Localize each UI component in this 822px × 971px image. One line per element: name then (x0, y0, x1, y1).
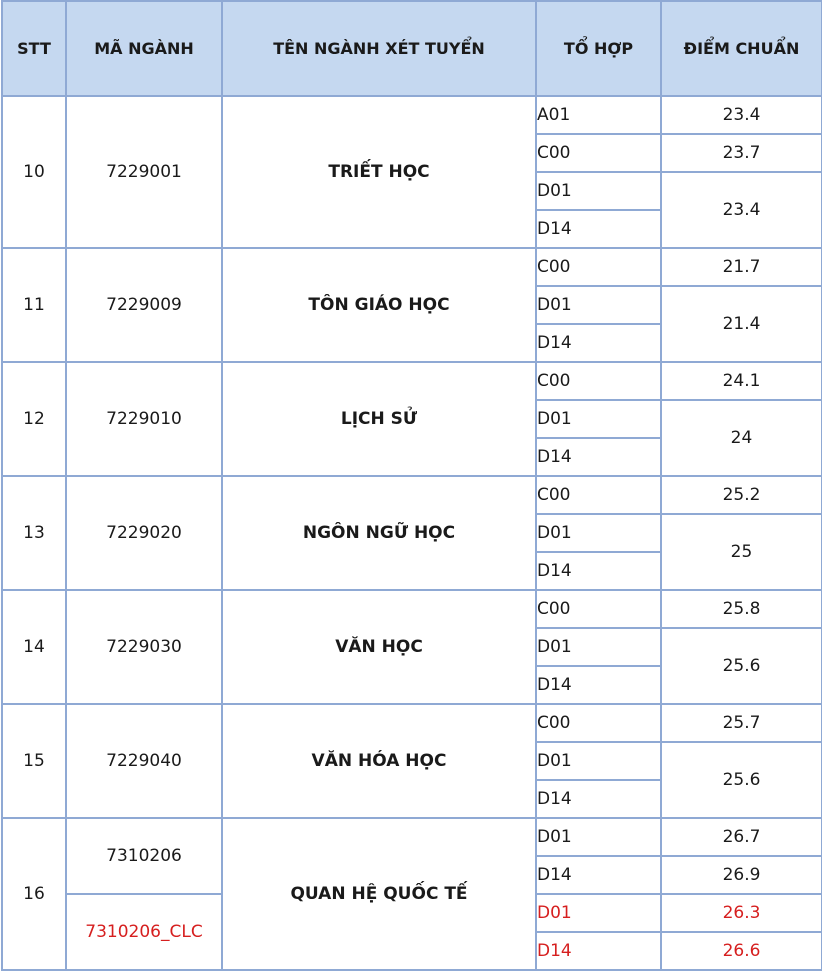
stt-cell: 12 (2, 362, 66, 476)
major-name-cell: VĂN HỌC (222, 590, 536, 704)
major-name-cell: NGÔN NGỮ HỌC (222, 476, 536, 590)
header-combo: TỔ HỢP (536, 1, 661, 96)
score-cell: 25.6 (661, 628, 822, 704)
major-code-cell: 7229009 (66, 248, 222, 362)
admission-score-table (1, 0, 822, 971)
header-stt: STT (2, 1, 66, 96)
combo-cell: C00 (536, 248, 661, 286)
score-cell: 24 (661, 400, 822, 476)
combo-cell: D14 (536, 210, 661, 248)
score-cell: 23.7 (661, 134, 822, 172)
combo-cell: D14 (536, 324, 661, 362)
major-code-cell: 7229020 (66, 476, 222, 590)
table-row (2, 818, 822, 856)
header-score: ĐIỂM CHUẨN (661, 1, 822, 96)
score-cell-clc: 26.6 (661, 932, 822, 970)
header-name: TÊN NGÀNH XÉT TUYỂN (222, 1, 536, 96)
combo-cell: D01 (536, 400, 661, 438)
score-cell: 26.7 (661, 818, 822, 856)
table-row (2, 248, 822, 286)
combo-cell: D14 (536, 438, 661, 476)
score-cell-clc: 26.3 (661, 894, 822, 932)
combo-cell: D01 (536, 628, 661, 666)
major-name-cell: LỊCH SỬ (222, 362, 536, 476)
stt-cell: 11 (2, 248, 66, 362)
score-cell: 25 (661, 514, 822, 590)
major-name-cell: QUAN HỆ QUỐC TẾ (222, 818, 536, 970)
score-cell: 23.4 (661, 172, 822, 248)
stt-cell: 14 (2, 590, 66, 704)
stt-cell: 15 (2, 704, 66, 818)
stt-cell: 16 (2, 818, 66, 970)
major-name-cell: TÔN GIÁO HỌC (222, 248, 536, 362)
score-cell: 25.7 (661, 704, 822, 742)
major-name-cell: TRIẾT HỌC (222, 96, 536, 248)
combo-cell: C00 (536, 362, 661, 400)
score-cell: 21.4 (661, 286, 822, 362)
stt-cell: 13 (2, 476, 66, 590)
major-name-cell: VĂN HÓA HỌC (222, 704, 536, 818)
combo-cell: C00 (536, 590, 661, 628)
table-row (2, 590, 822, 628)
header-row (2, 1, 822, 96)
score-cell: 26.9 (661, 856, 822, 894)
combo-cell: C00 (536, 704, 661, 742)
combo-cell: D14 (536, 780, 661, 818)
combo-cell: D14 (536, 856, 661, 894)
combo-cell-clc: D14 (536, 932, 661, 970)
combo-cell: C00 (536, 134, 661, 172)
stt-cell: 10 (2, 96, 66, 248)
major-code-cell: 7229030 (66, 590, 222, 704)
score-cell: 25.2 (661, 476, 822, 514)
combo-cell: D14 (536, 666, 661, 704)
combo-cell: C00 (536, 476, 661, 514)
combo-cell: D01 (536, 818, 661, 856)
score-cell: 25.6 (661, 742, 822, 818)
combo-cell: D01 (536, 742, 661, 780)
major-code-cell: 7310206 (66, 818, 222, 894)
major-code-clc-cell: 7310206_CLC (66, 894, 222, 970)
table-row (2, 704, 822, 742)
score-cell: 23.4 (661, 96, 822, 134)
combo-cell: D01 (536, 286, 661, 324)
table-row (2, 476, 822, 514)
header-code: MÃ NGÀNH (66, 1, 222, 96)
combo-cell: D01 (536, 172, 661, 210)
major-code-cell: 7229040 (66, 704, 222, 818)
combo-cell: D01 (536, 514, 661, 552)
table-row (2, 362, 822, 400)
combo-cell: A01 (536, 96, 661, 134)
combo-cell: D14 (536, 552, 661, 590)
major-code-cell: 7229001 (66, 96, 222, 248)
score-cell: 21.7 (661, 248, 822, 286)
table-row (2, 96, 822, 134)
score-cell: 25.8 (661, 590, 822, 628)
score-cell: 24.1 (661, 362, 822, 400)
major-code-cell: 7229010 (66, 362, 222, 476)
combo-cell-clc: D01 (536, 894, 661, 932)
